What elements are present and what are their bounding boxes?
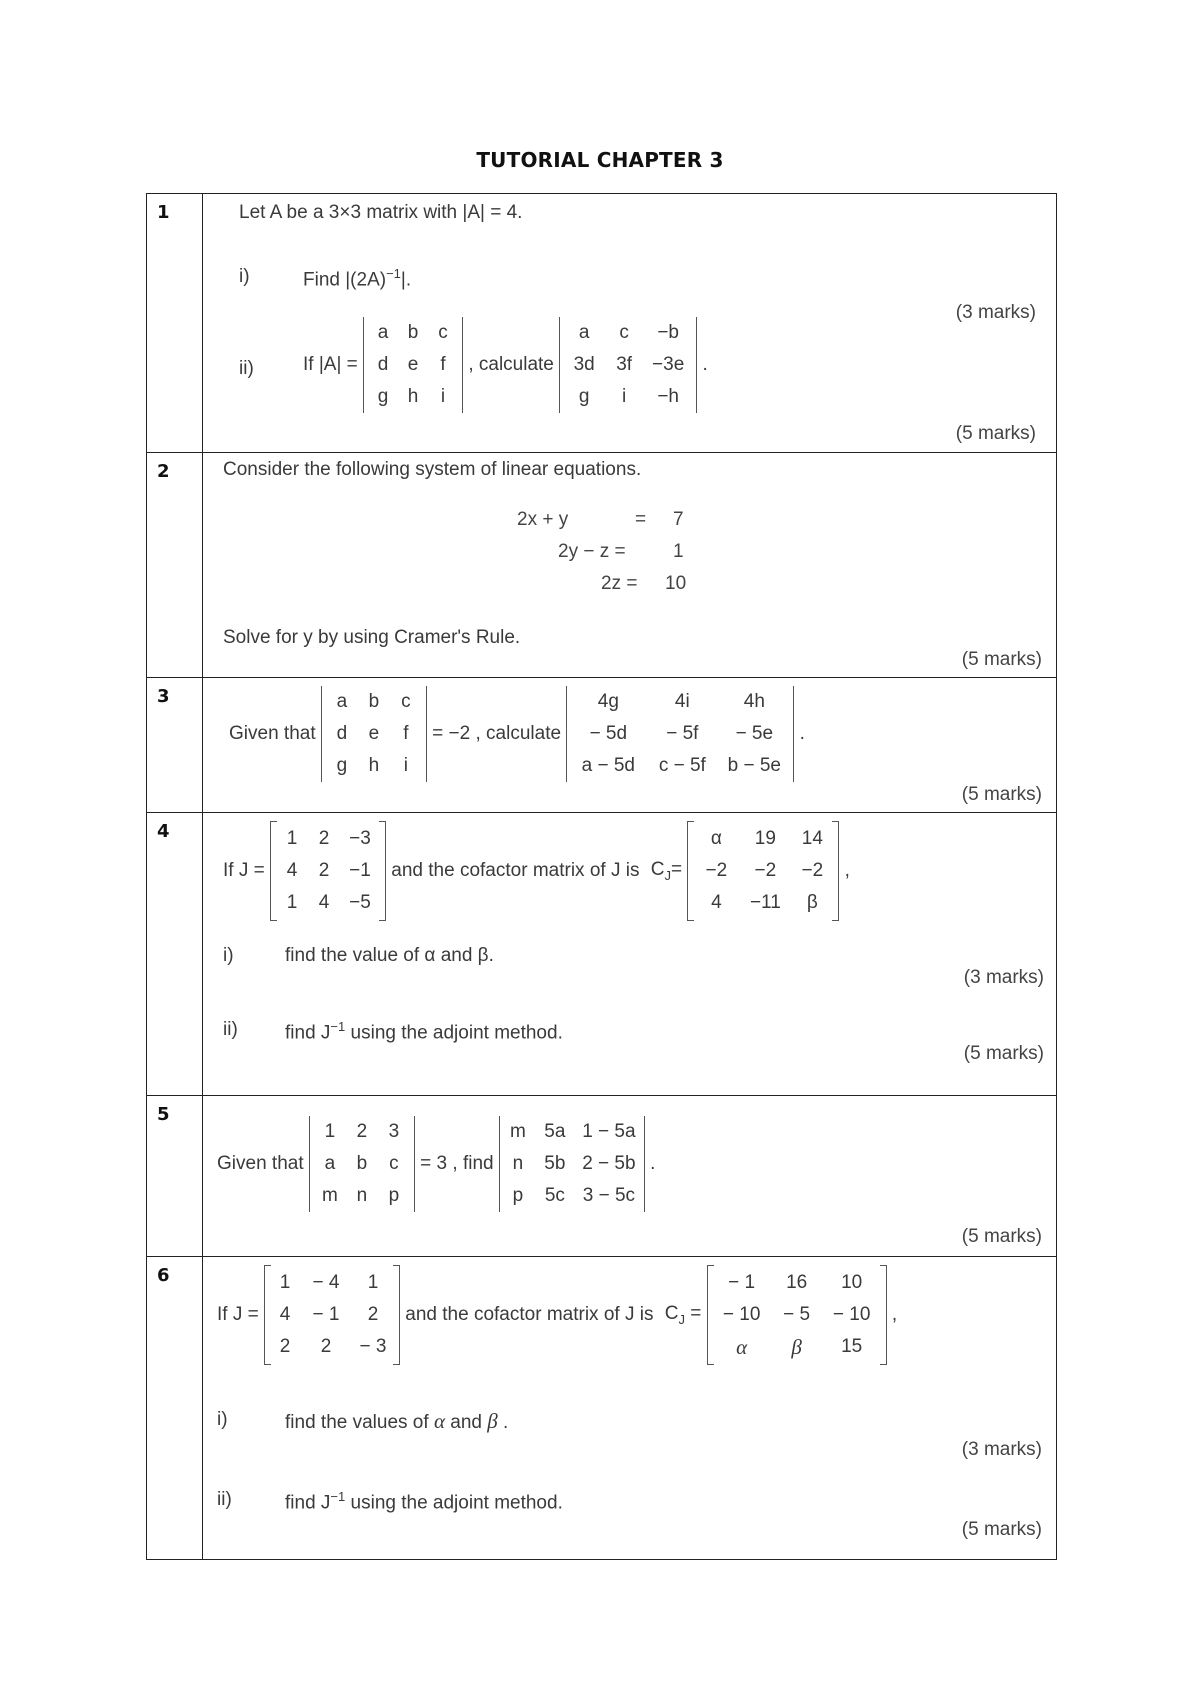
eq3-lhs: 2z =	[601, 573, 638, 594]
eq1-equals: =	[635, 509, 647, 530]
question-number: 2	[147, 453, 203, 678]
determinant-1: 1 2 3 a b c m n p	[309, 1116, 415, 1212]
q6-ii-text: find $J^{-1}$ using the adjoint method.	[285, 1489, 563, 1514]
question-4-body	[203, 813, 1057, 1096]
q4-expression: If J = 1 2 −3 4 2 −1 1 4 −5 and the cofactor matrix of J is $C_J=$ α 19 14 −2 −2 −2 4 −11 β ,	[223, 823, 850, 919]
determinant-2: a c −b 3d 3f −3e g i −h	[559, 317, 697, 413]
q6-i-marks: (3 marks)	[961, 1439, 1042, 1460]
determinant-1: a b c d e f g h i	[363, 317, 463, 413]
eq1-rhs: 7	[673, 509, 684, 530]
q6-expression: If J = 1 − 4 1 4 − 1 2 2 2 − 3 and the cofactor matrix of J is $C_J$ = − 1 16 10 − 10 − 5 − 10 α β 15 ,	[217, 1267, 897, 1363]
q6-ii-label: ii)	[217, 1489, 232, 1510]
q5-marks: (5 marks)	[961, 1226, 1042, 1247]
determinant-1: a b c d e f g h i	[321, 686, 427, 782]
cofactor-matrix: α 19 14 −2 −2 −2 4 −11 β	[687, 823, 839, 919]
matrix-j: 1 2 −3 4 2 −1 1 4 −5	[270, 823, 386, 919]
question-row-5	[147, 1096, 1057, 1257]
q1-i-marks: (3 marks)	[955, 302, 1036, 323]
q5-expression: Given that 1 2 3 a b c m n p = 3 , find m 5a 1 − 5a n 5b 2 − 5b p 5c 3 − 5c .	[217, 1116, 655, 1212]
question-number: 5	[147, 1096, 203, 1257]
question-6-body	[203, 1257, 1057, 1560]
eq1-lhs: 2x + y	[517, 509, 569, 530]
question-5-body	[203, 1096, 1057, 1257]
q1-ii-label: ii)	[239, 358, 254, 379]
question-row-3	[147, 678, 1057, 813]
question-number: 1	[147, 194, 203, 453]
question-1-body	[203, 194, 1057, 453]
q3-marks: (5 marks)	[961, 784, 1042, 805]
q3-expression: Given that a b c d e f g h i = −2 , calculate 4g 4i 4h − 5d − 5f − 5e a − 5d c − 5f b − 5e .	[229, 686, 805, 782]
page-title: TUTORIAL CHAPTER 3	[476, 148, 724, 172]
question-3-body	[203, 678, 1057, 813]
question-number: 6	[147, 1257, 203, 1560]
q4-ii-label: ii)	[223, 1019, 238, 1040]
q1-ii-marks: (5 marks)	[955, 423, 1036, 444]
q4-i-label: i)	[223, 945, 234, 966]
q4-i-text: find the value of α and β.	[285, 945, 494, 966]
question-number: 4	[147, 813, 203, 1096]
question-row-1	[147, 194, 1057, 453]
q1-i-text: Find $|(2A)^{-1}|$.	[303, 266, 412, 291]
q4-ii-text: find $J^{-1}$ using the adjoint method.	[285, 1019, 563, 1044]
eq3-rhs: 10	[665, 573, 687, 594]
question-row-6	[147, 1257, 1057, 1560]
determinant-2: m 5a 1 − 5a n 5b 2 − 5b p 5c 3 − 5c	[499, 1116, 645, 1212]
question-row-2	[147, 453, 1057, 678]
q1-intro: Let A be a 3×3 matrix with |A| = 4.	[239, 202, 523, 223]
question-number: 3	[147, 678, 203, 813]
eq2-rhs: 1	[673, 541, 684, 562]
q6-ii-marks: (5 marks)	[961, 1519, 1042, 1540]
q4-i-marks: (3 marks)	[963, 967, 1044, 988]
cofactor-matrix: − 1 16 10 − 10 − 5 − 10 α β 15	[707, 1267, 887, 1363]
question-2-body	[203, 453, 1057, 678]
determinant-2: 4g 4i 4h − 5d − 5f − 5e a − 5d c − 5f b − 5e	[566, 686, 794, 782]
eq2-lhs: 2y − z =	[558, 541, 626, 562]
q6-i-label: i)	[217, 1409, 228, 1430]
q1-i-label: i)	[239, 266, 250, 287]
q6-i-text: find the values of α and β .	[285, 1409, 509, 1433]
tutorial-table	[146, 193, 1057, 1560]
q4-ii-marks: (5 marks)	[963, 1043, 1044, 1064]
matrix-j: 1 − 4 1 4 − 1 2 2 2 − 3	[264, 1267, 400, 1363]
q2-solve: Solve for y by using Cramer's Rule.	[223, 627, 521, 648]
q2-marks: (5 marks)	[961, 649, 1042, 670]
question-row-4	[147, 813, 1057, 1096]
q2-intro: Consider the following system of linear equations.	[223, 459, 642, 480]
q1-ii-expression: If |A| = a b c d e f g h i , calculate a c −b 3d 3f −3e g i −h .	[303, 317, 708, 413]
